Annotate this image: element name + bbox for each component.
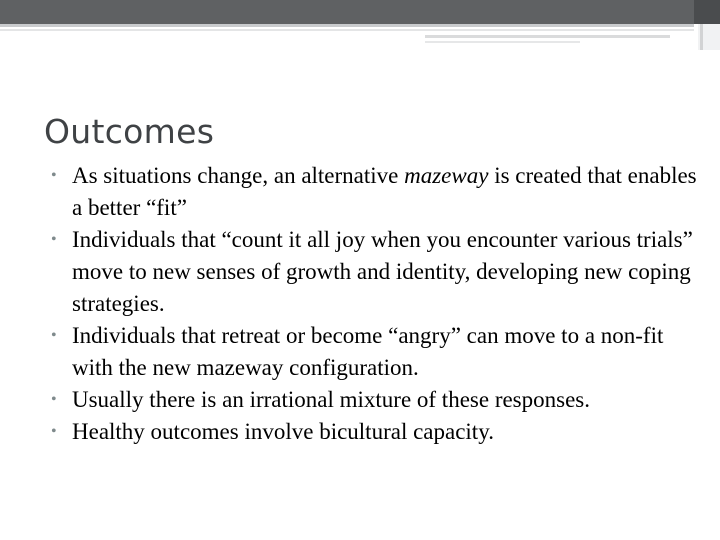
header-edge-rule — [700, 24, 703, 50]
bullet-icon: • — [51, 423, 57, 440]
slide-title: Outcomes — [44, 112, 215, 151]
bullet-text: Individuals that retreat or become “angry” can move to a non-fit with the new mazeway configuration. — [72, 323, 664, 380]
bullet-item — [48, 224, 708, 320]
bullet-item — [48, 160, 708, 224]
bullet-icon: • — [51, 167, 57, 184]
bullet-emphasis: mazeway — [404, 163, 489, 188]
header-band-corner — [694, 0, 720, 24]
bullet-icon: • — [51, 391, 57, 408]
header-rule — [0, 24, 694, 27]
bullet-text: is created that enables a better “fit” — [72, 163, 697, 220]
header-accent-rule — [425, 35, 670, 38]
bullet-item — [48, 416, 708, 448]
bullet-list — [48, 160, 708, 448]
header-accent-rule — [425, 41, 580, 43]
bullet-text: Usually there is an irrational mixture of these responses. — [72, 387, 590, 412]
bullet-icon: • — [51, 231, 57, 248]
bullet-icon: • — [51, 327, 57, 344]
header-band — [0, 0, 694, 24]
bullet-text: As situations change, an alternative — [72, 163, 405, 188]
bullet-text: Healthy outcomes involve bicultural capacity. — [72, 419, 494, 444]
bullet-text: Individuals that “count it all joy when you encounter various trials” move to new senses of growth and identity, developing new coping strategies. — [72, 227, 693, 316]
header-rule — [0, 29, 694, 31]
bullet-item — [48, 384, 708, 416]
bullet-item — [48, 320, 708, 384]
